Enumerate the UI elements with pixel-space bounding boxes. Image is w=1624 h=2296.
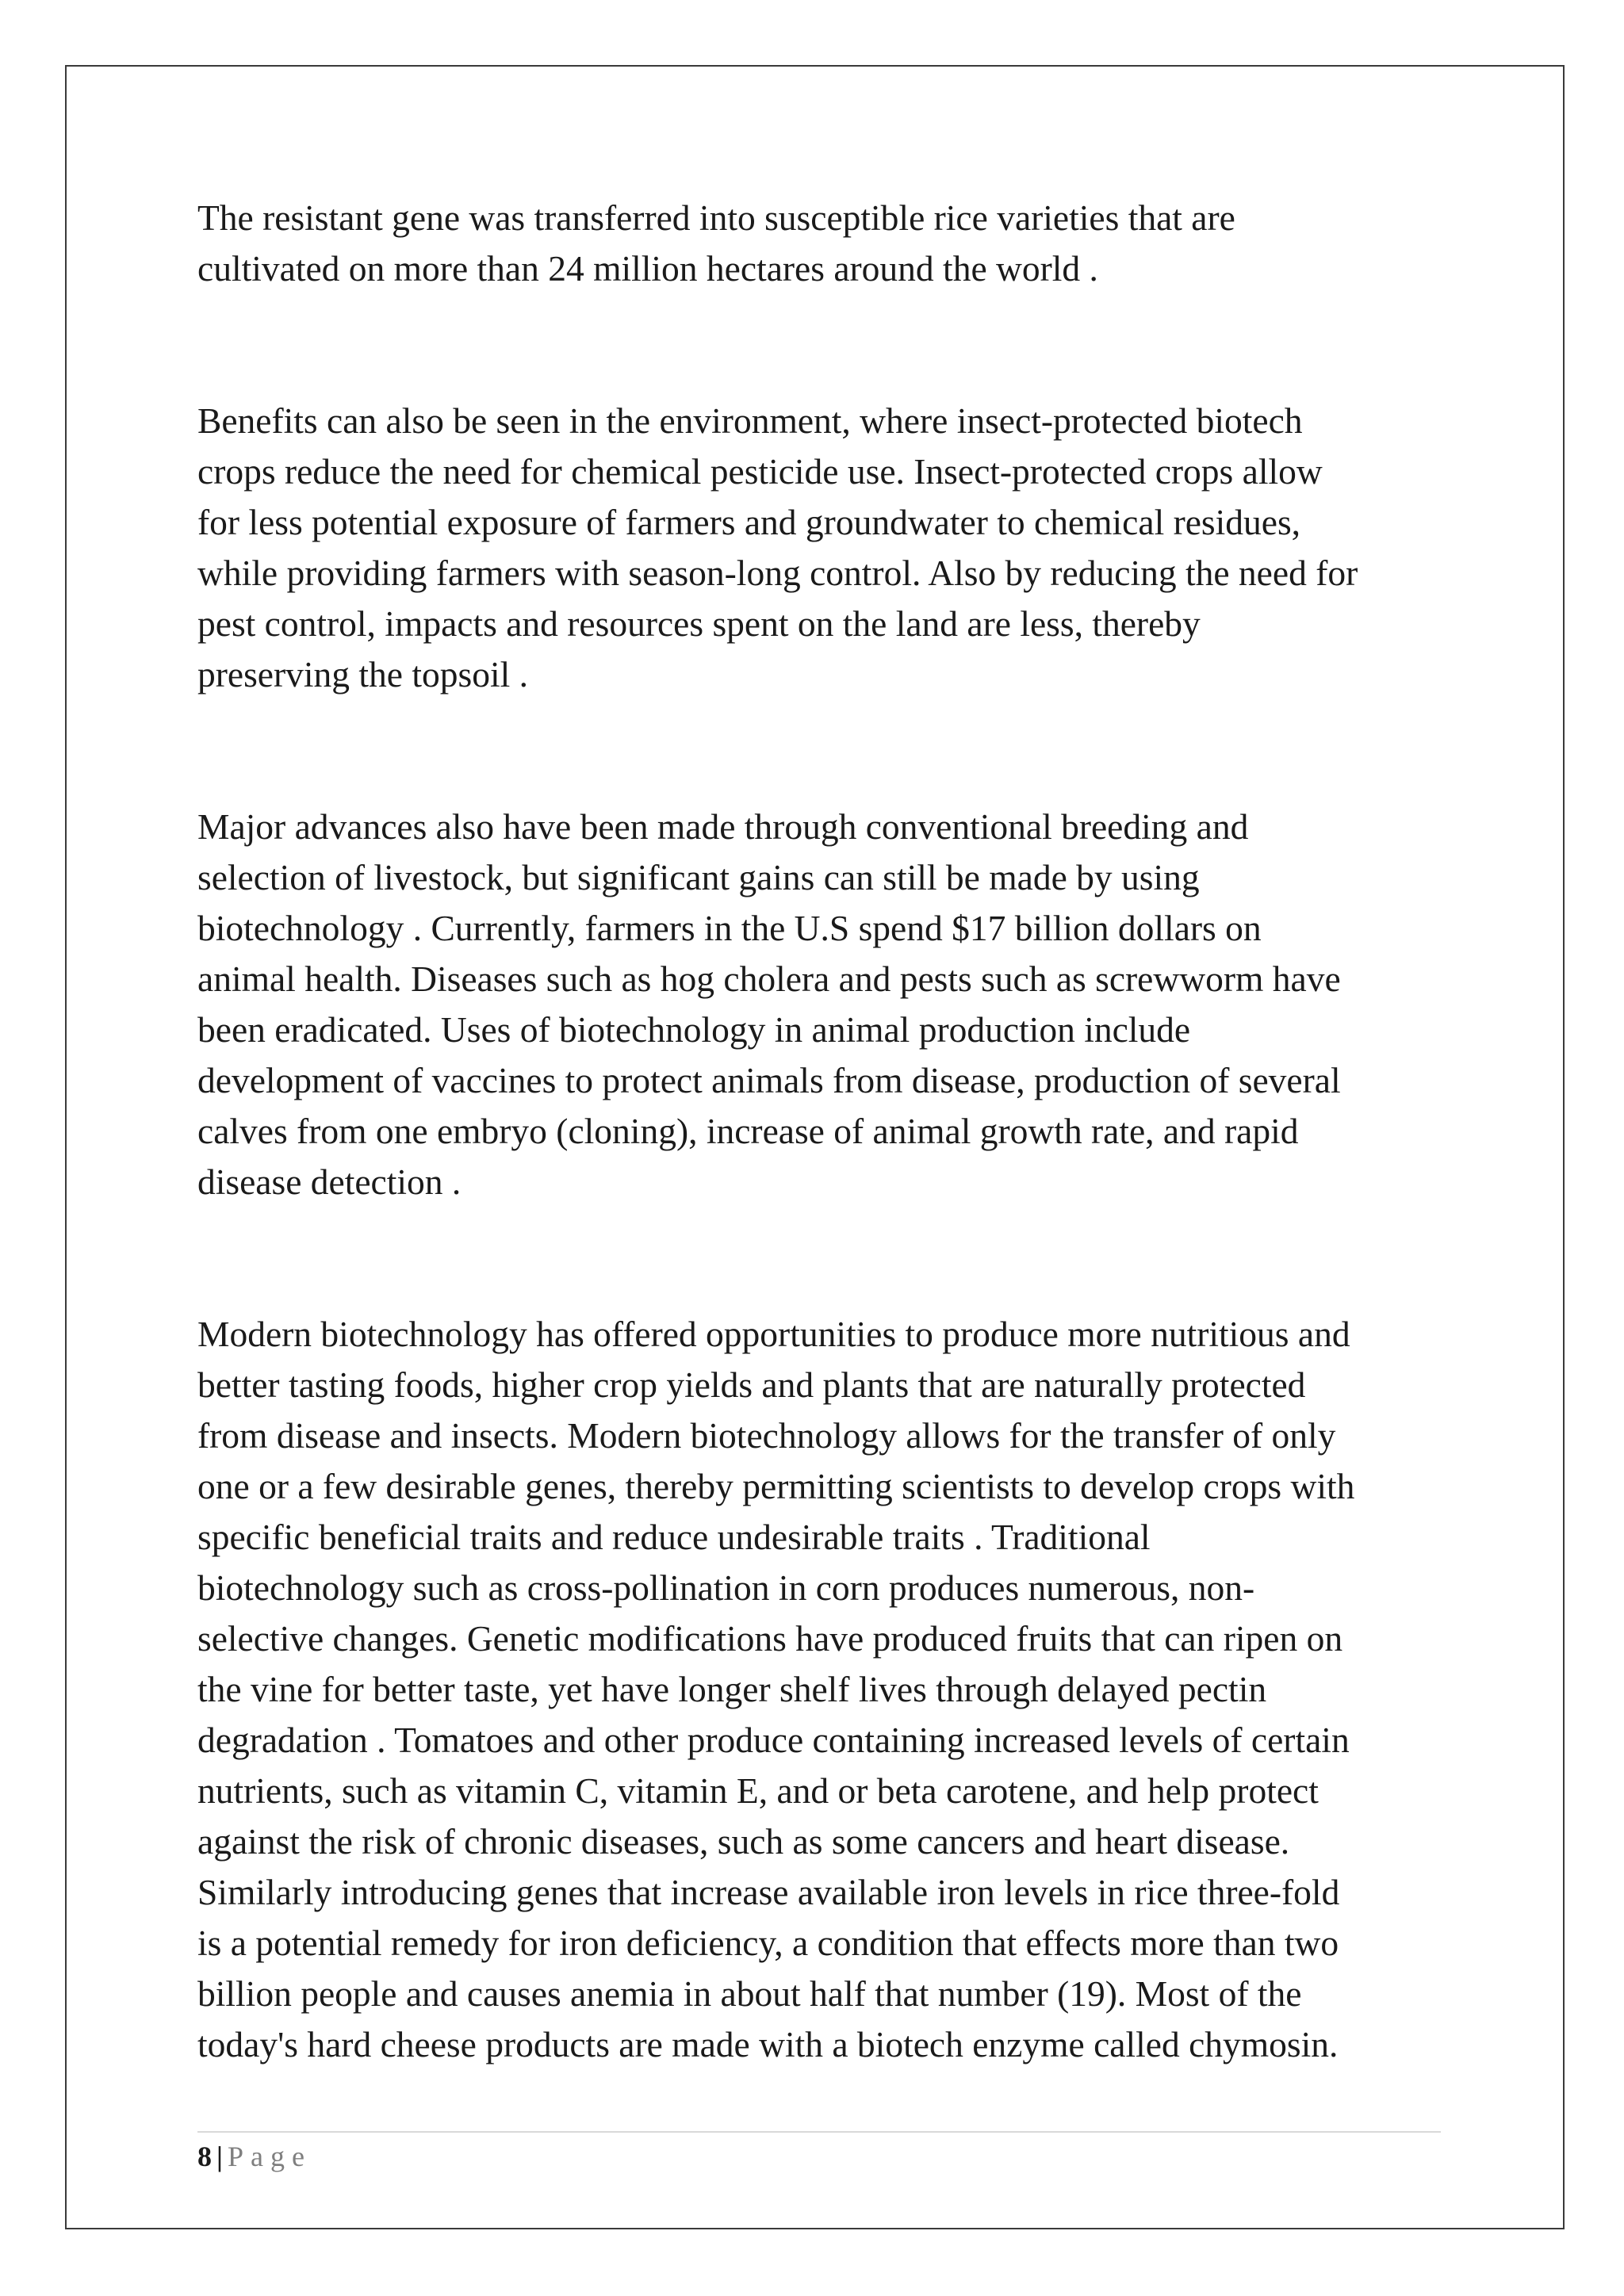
text-line: Similarly introducing genes that increase available iron levels in rice three-fold: [197, 1872, 1340, 1912]
footer-separator: |: [216, 2141, 223, 2172]
text-line: Major advances also have been made through conventional breeding and: [197, 806, 1249, 847]
page-label: Page: [227, 2141, 312, 2172]
document-body: [197, 193, 1442, 2070]
text-line: biotechnology such as cross-pollination in corn produces numerous, non-: [197, 1567, 1255, 1608]
text-line: for less potential exposure of farmers and groundwater to chemical residues,: [197, 502, 1301, 542]
text-line: against the risk of chronic diseases, such as some cancers and heart disease.: [197, 1821, 1290, 1862]
text-line: Benefits can also be seen in the environment, where insect-protected biotech: [197, 400, 1303, 441]
text-line: disease detection .: [197, 1161, 462, 1202]
paragraph-livestock: [197, 802, 1442, 1207]
page-number: 8: [197, 2141, 212, 2172]
text-line: today's hard cheese products are made with a biotech enzyme called chymosin.: [197, 2024, 1339, 2064]
paragraph-resistant-gene: [197, 193, 1442, 294]
text-line: billion people and causes anemia in about half that number (19). Most of the: [197, 1973, 1302, 2014]
text-line: better tasting foods, higher crop yields and plants that are naturally protected: [197, 1364, 1306, 1405]
text-line: calves from one embryo (cloning), increase of animal growth rate, and rapid: [197, 1111, 1299, 1151]
text-line: cultivated on more than 24 million hectares around the world .: [197, 248, 1098, 289]
text-line: Modern biotechnology has offered opportunities to produce more nutritious and: [197, 1314, 1350, 1354]
text-line: nutrients, such as vitamin C, vitamin E, and or beta carotene, and help protect: [197, 1770, 1319, 1811]
text-line: pest control, impacts and resources spent on the land are less, thereby: [197, 603, 1201, 644]
text-line: been eradicated. Uses of biotechnology in animal production include: [197, 1009, 1191, 1050]
paragraph-modern-biotechnology: [197, 1309, 1442, 2070]
text-line: from disease and insects. Modern biotechnology allows for the transfer of only: [197, 1415, 1336, 1456]
footer-divider: [197, 2131, 1441, 2133]
text-line: the vine for better taste, yet have longer shelf lives through delayed pectin: [197, 1669, 1267, 1709]
text-line: is a potential remedy for iron deficiency, a condition that effects more than two: [197, 1923, 1339, 1963]
page-footer: [197, 2139, 312, 2174]
text-line: animal health. Diseases such as hog cholera and pests such as screwworm have: [197, 959, 1341, 999]
text-line: selection of livestock, but significant gains can still be made by using: [197, 857, 1200, 897]
text-line: crops reduce the need for chemical pesticide use. Insect-protected crops allow: [197, 451, 1323, 492]
text-line: selective changes. Genetic modifications have produced fruits that can ripen on: [197, 1618, 1343, 1659]
text-line: preserving the topsoil .: [197, 654, 529, 695]
text-line: biotechnology . Currently, farmers in the U.S spend $17 billion dollars on: [197, 908, 1262, 948]
paragraph-environment-benefits: [197, 396, 1442, 700]
text-line: The resistant gene was transferred into susceptible rice varieties that are: [197, 197, 1235, 238]
text-line: specific beneficial traits and reduce undesirable traits . Traditional: [197, 1517, 1151, 1557]
text-line: degradation . Tomatoes and other produce containing increased levels of certain: [197, 1720, 1350, 1760]
text-line: one or a few desirable genes, thereby permitting scientists to develop crops with: [197, 1466, 1355, 1506]
text-line: development of vaccines to protect animals from disease, production of several: [197, 1060, 1341, 1100]
text-line: while providing farmers with season-long control. Also by reducing the need for: [197, 553, 1358, 593]
